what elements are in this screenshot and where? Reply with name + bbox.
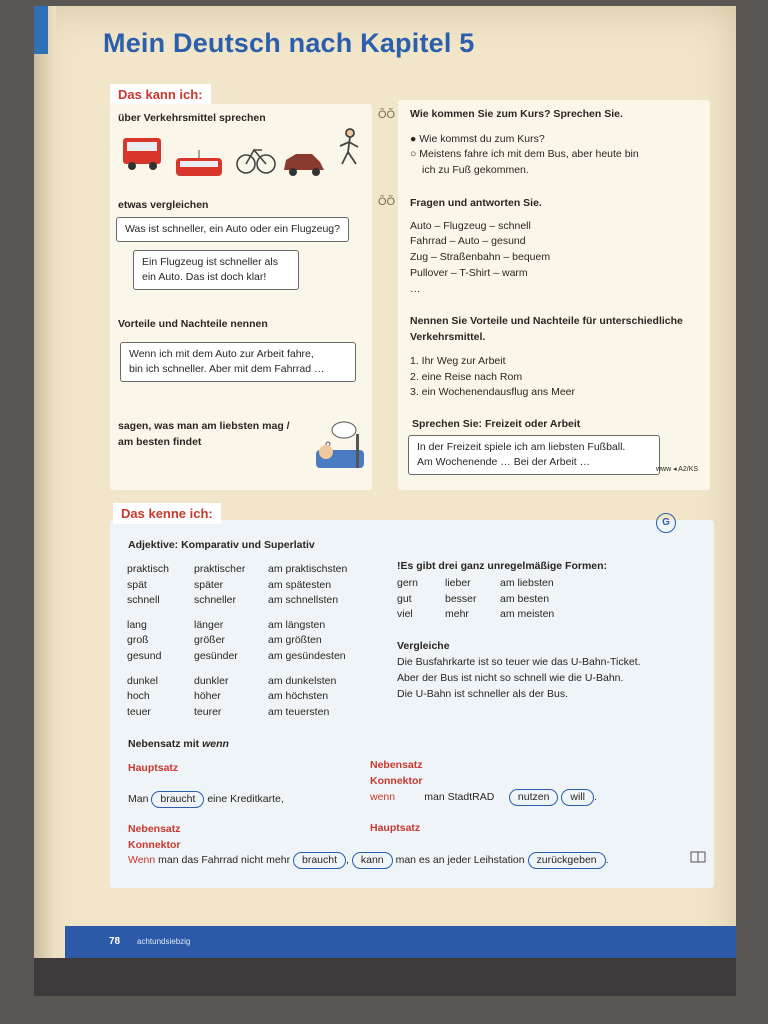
bubble-freizeit-line1: In der Freizeit spiele ich am liebsten Fußball. [417,441,626,453]
nebensatz-label-2: Nebensatz [128,823,181,835]
kann-row3-task-line2: Verkehrsmittel. [410,331,486,343]
kann-row2-task: Fragen und antworten Sie. [410,197,542,209]
kann-row2-line2: Fahrrad – Auto – gesund [410,235,526,247]
car-icon [284,154,324,176]
irregular-superlative-column: am liebsten am besten am meisten [500,577,555,621]
bicycle-icon [237,150,275,173]
kann-row3-task-line1: Nennen Sie Vorteile und Nachteile für unterschiedliche [410,315,683,327]
kann-row2-line5: … [410,283,421,295]
section-heading-kann: Das kann ich: [110,84,211,105]
blue-tab-marker [34,6,48,54]
page-binding [34,6,56,996]
konnektor-label-1: Konnektor [370,775,423,787]
irregular-positive-column: gern gut viel [397,577,419,621]
bubble-vorteile-line1: Wenn ich mit dem Auto zur Arbeit fahre, [129,348,314,360]
kann-row4-label-line2: am besten findet [118,436,202,448]
example2: Wenn man das Fahrrad nicht mehr braucht , kann man es an jeder Leihstation zurückgeben . [128,852,609,869]
online-reference: www ◂ A2/KS [656,466,699,473]
pair-work-icon: ÕÕ [378,109,396,121]
speech-bubble-freizeit [408,435,660,475]
transport-illustration [120,126,370,184]
superlative-column: am praktischsten am spätesten am schnellsten am längsten am größten am gesündesten am dunkelsten am höchsten am teuersten [268,563,348,718]
speech-bubble-answer [133,250,299,290]
section-heading-kenne: Das kenne ich: [113,503,221,524]
page-number: 78 [109,936,121,947]
page-title: Mein Deutsch nach Kapitel 5 [103,28,475,58]
kann-row2-label: etwas vergleichen [118,199,209,211]
vergleiche-heading: Vergleiche [397,640,450,652]
pair-work-icon-2: ÕÕ [378,196,396,208]
bubble-vorteile-line2: bin ich schneller. Aber mit dem Fahrrad … [129,363,325,375]
irregular-comparative-column: lieber besser mehr [445,577,477,621]
bubble-answer-line1: Ein Flugzeug ist schneller als [142,256,278,268]
kann-row2-line3: Zug – Straßenbahn – bequem [410,251,551,263]
sleeping-person-icon [312,420,368,472]
kann-row1-line1: ● Wie kommst du zum Kurs? [410,133,545,145]
tram-icon [176,150,222,176]
page-footer [65,926,736,958]
page-number-word: achtundsiebzig [137,937,191,946]
kann-row2-line4: Pullover – T-Shirt – warm [410,267,528,279]
bus-icon [123,138,161,170]
irregular-heading: !Es gibt drei ganz unregelmäßige Formen: [397,560,608,572]
kann-row1-label: über Verkehrsmittel sprechen [118,112,266,124]
hauptsatz-label-1: Hauptsatz [128,762,179,774]
bubble-freizeit-line2: Am Wochenende … Bei der Arbeit … [417,456,591,468]
grammar-badge: G [656,513,676,533]
positive-column: praktisch spät schnell lang groß gesund dunkel hoch teuer [127,563,170,718]
kann-row1-line2: ○ Meistens fahre ich mit dem Bus, aber heute bin [410,148,639,160]
kann-row3-line1: 1. Ihr Weg zur Arbeit [410,355,506,367]
kann-row1-task: Wie kommen Sie zum Kurs? Sprechen Sie. [410,108,623,120]
kann-row4-task: Sprechen Sie: Freizeit oder Arbeit [412,418,581,430]
speech-bubble-question: Was ist schneller, ein Auto oder ein Flugzeug? [116,217,349,242]
kann-row3-line3: 3. ein Wochenendausflug ans Meer [410,386,575,398]
bubble-answer-line2: ein Auto. Das ist doch klar! [142,271,267,283]
vergleiche-line1: Die Busfahrkarte ist so teuer wie das U-Bahn-Ticket. [397,656,641,668]
kann-row2-line1: Auto – Flugzeug – schnell [410,220,531,232]
scan-bottom-edge [34,958,736,996]
vergleiche-line3: Die U-Bahn ist schneller als der Bus. [397,688,568,700]
kann-row3-label: Vorteile und Nachteile nennen [118,318,268,330]
kann-row4-label-line1: sagen, was man am liebsten mag / [118,420,290,432]
speech-bubble-vorteile [120,342,356,382]
nebensatz-heading: Nebensatz mit wenn [128,738,229,750]
nebensatz-label-1: Nebensatz [370,759,423,771]
example1-sub: wenn man StadtRAD nutzen will . [370,789,597,806]
kann-row1-line3: ich zu Fuß gekommen. [422,164,529,176]
book-icon [690,851,706,863]
comparative-column: praktischer später schneller länger größer gesünder dunkler höher teurer [194,563,246,718]
walking-person-icon [340,129,358,164]
hauptsatz-label-2: Hauptsatz [370,822,421,834]
vergleiche-line2: Aber der Bus ist nicht so schnell wie die U-Bahn. [397,672,624,684]
konnektor-label-2: Konnektor [128,839,181,851]
kann-row3-line2: 2. eine Reise nach Rom [410,371,523,383]
adjektive-heading: Adjektive: Komparativ und Superlativ [128,539,315,551]
example1-main: Man braucht eine Kreditkarte, [128,791,284,808]
